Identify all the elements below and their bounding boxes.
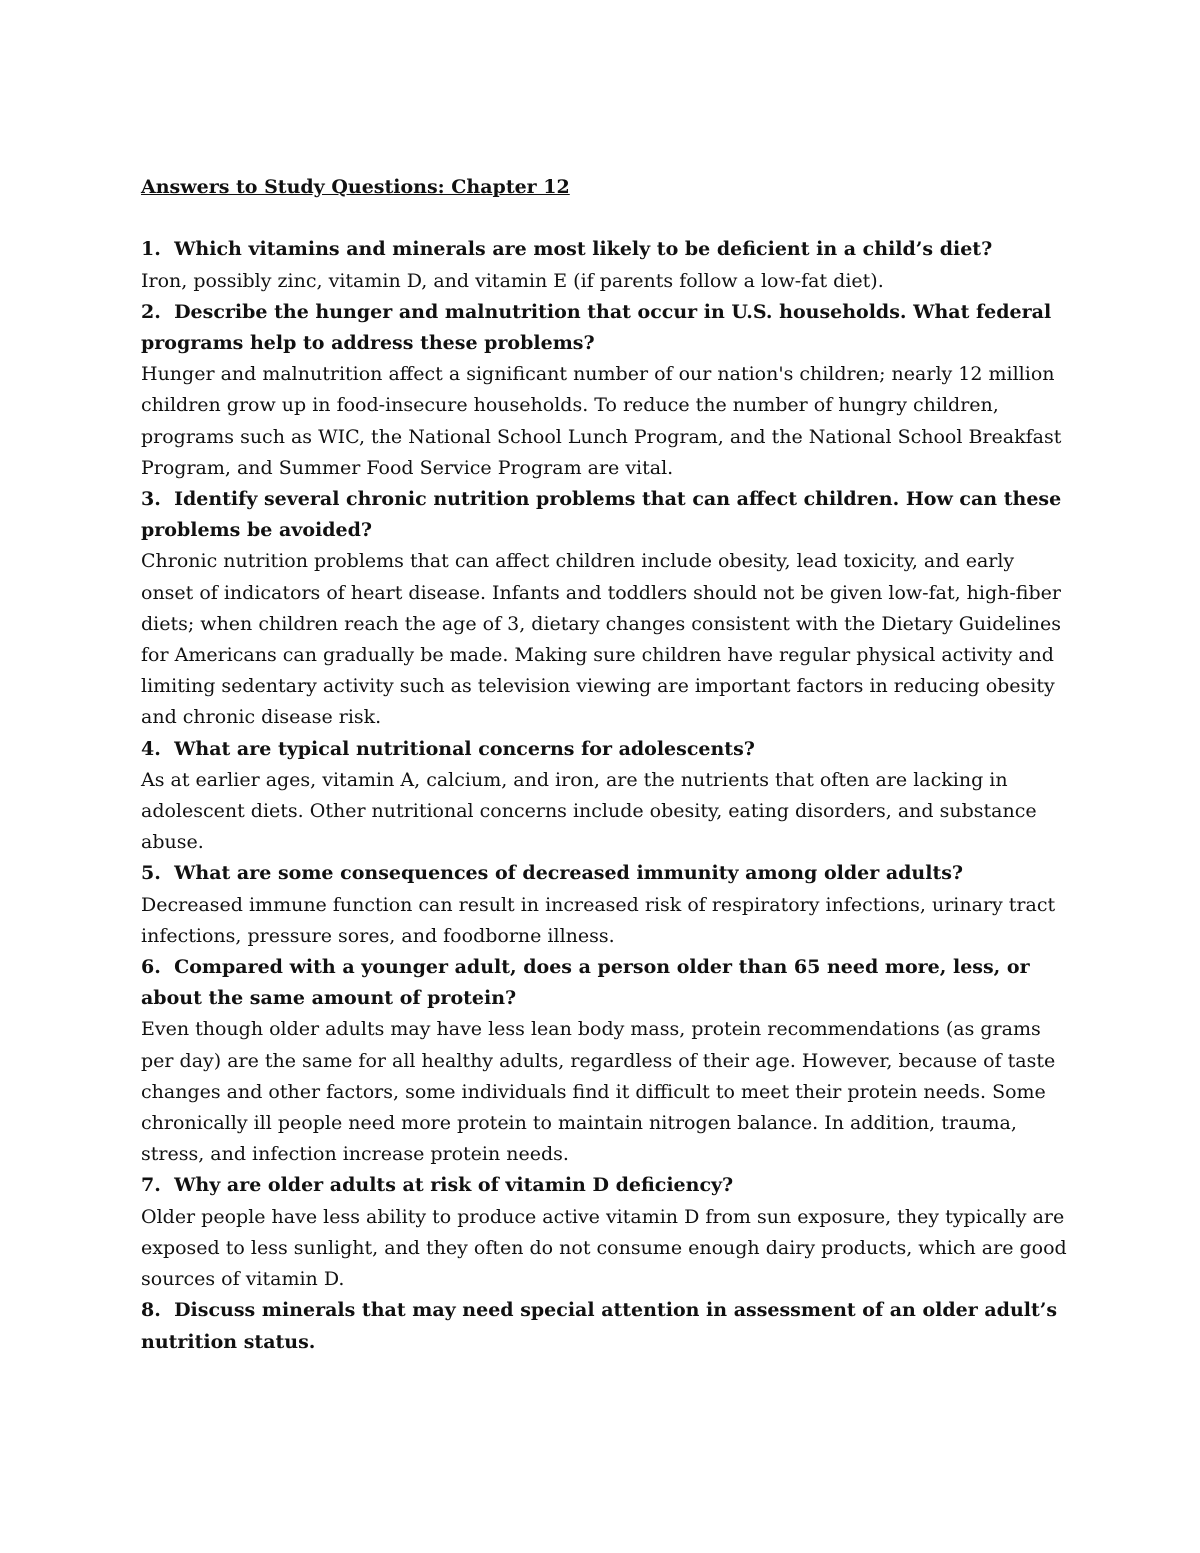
answer-text: Decreased immune function can result in increased risk of respiratory infections, urinary tract infections, pressure sores, and foodborne illness. [141, 893, 1056, 947]
question-text [141, 297, 1071, 359]
question-label: Which vitamins and minerals are most likely to be deficient in a child’s diet? [174, 238, 993, 261]
question-label: What are typical nutritional concerns for adolescents? [174, 737, 755, 760]
question-item [141, 484, 1071, 734]
answer-text: Iron, possibly zinc, vitamin D, and vitamin E (if parents follow a low-fat diet). [141, 269, 884, 292]
question-text [141, 234, 1071, 265]
question-label: Identify several chronic nutrition problems that can affect children. How can these problems be avoided? [141, 488, 1062, 542]
question-item [141, 734, 1071, 859]
answer-text: Chronic nutrition problems that can affect children include obesity, lead toxicity, and early onset of indicators of heart disease. Infants and toddlers should not be given low-fat, high-fiber diets; when children reach the age of 3, dietary changes consistent with the Dietary Guidelines for Americans can gradually be made. Making sure children have regular physical activity and limiting sedentary activity such as television viewing are important factors in reducing obesity and chronic disease risk. [141, 550, 1061, 729]
answer-text: Hunger and malnutrition affect a significant number of our nation's children; nearly 12 million children grow up in food-insecure households. To reduce the number of hungry children, programs such as WIC, the National School Lunch Program, and the National School Breakfast Program, and Summer Food Service Program are vital. [141, 363, 1062, 479]
question-item [141, 1295, 1071, 1357]
question-number: 6. [141, 956, 161, 979]
answer-text: Older people have less ability to produce active vitamin D from sun exposure, they typically are exposed to less sunlight, and they often do not consume enough dairy products, which are good sources of vitamin D. [141, 1205, 1067, 1291]
question-label: Compared with a younger adult, does a person older than 65 need more, less, or about the same amount of protein? [141, 956, 1030, 1010]
question-text [141, 858, 1071, 889]
question-text [141, 952, 1071, 1014]
answer-text: As at earlier ages, vitamin A, calcium, and iron, are the nutrients that often are lacking in adolescent diets. Other nutritional concerns include obesity, eating disorders, and substance abuse. [141, 768, 1037, 854]
question-item [141, 1170, 1071, 1295]
question-number: 3. [141, 488, 161, 511]
answer-text: Even though older adults may have less lean body mass, protein recommendations (as grams per day) are the same for all healthy adults, regardless of their age. However, because of taste changes and other factors, some individuals find it difficult to meet their protein needs. Some chronically ill people need more protein to maintain nitrogen balance. In addition, trauma, stress, and infection increase protein needs. [141, 1018, 1056, 1166]
question-text [141, 484, 1071, 546]
question-label: What are some consequences of decreased immunity among older adults? [174, 862, 964, 885]
question-number: 2. [141, 300, 161, 323]
question-text [141, 734, 1071, 765]
question-text [141, 1170, 1071, 1201]
question-number: 5. [141, 862, 161, 885]
question-label: Discuss minerals that may need special attention in assessment of an older adult’s nutrition status. [141, 1299, 1058, 1353]
question-number: 7. [141, 1174, 161, 1197]
question-number: 8. [141, 1299, 161, 1322]
document-title: Answers to Study Questions: Chapter 12 [141, 176, 570, 198]
question-text [141, 1295, 1071, 1357]
question-label: Describe the hunger and malnutrition that occur in U.S. households. What federal programs help to address these problems? [141, 300, 1052, 354]
question-label: Why are older adults at risk of vitamin D deficiency? [174, 1174, 734, 1197]
question-item [141, 858, 1071, 952]
question-item [141, 952, 1071, 1170]
question-number: 1. [141, 238, 161, 261]
question-item [141, 297, 1071, 484]
question-number: 4. [141, 737, 161, 760]
document-body [141, 172, 1071, 1358]
question-item [141, 234, 1071, 296]
